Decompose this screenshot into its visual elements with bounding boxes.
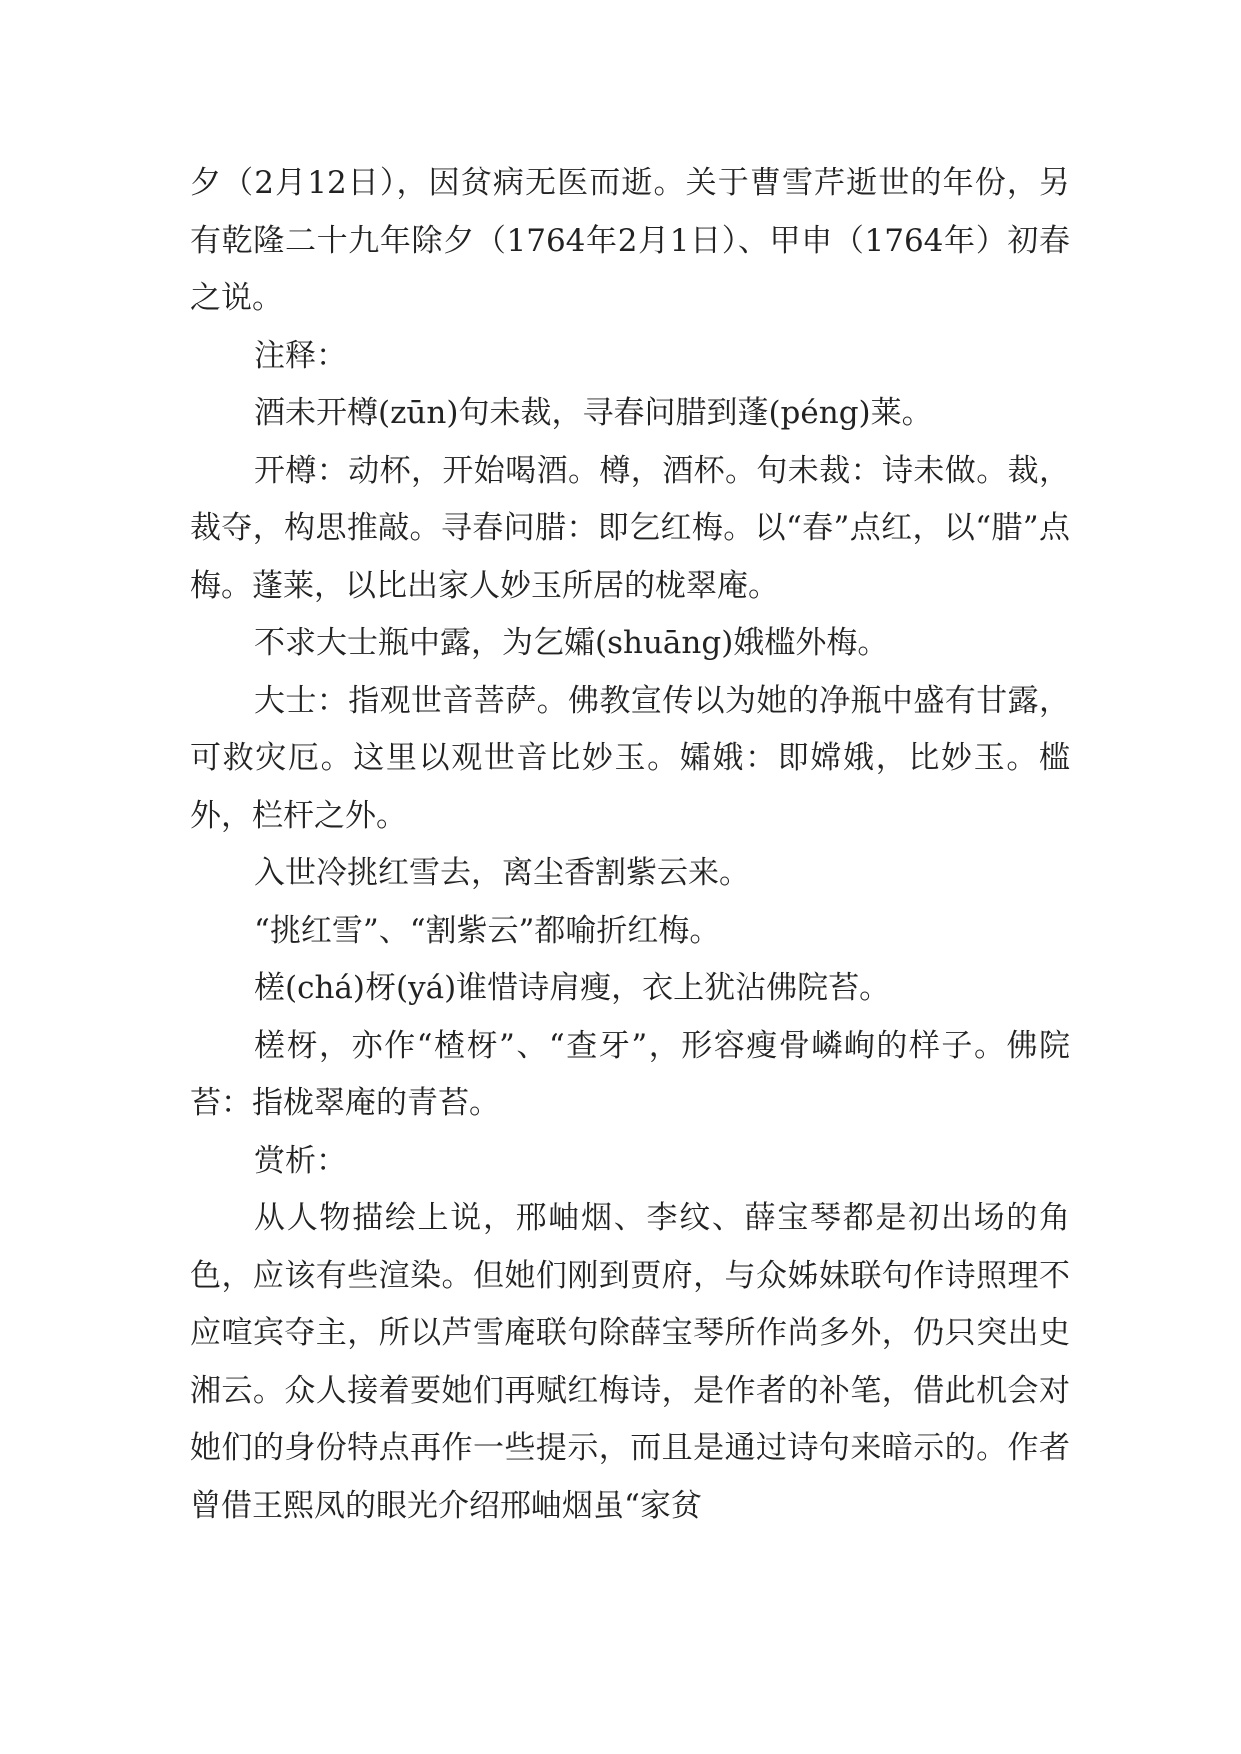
annotation-line-1: 开樽：动杯，开始喝酒。樽，酒杯。句未裁：诗未做。裁，裁夺，构思推敲。寻春问腊：即乞红梅。以“春”点红，以“腊”点梅。蓬莱，以比出家人妙玉所居的栊翠庵。 — [190, 452, 1070, 604]
poem-line-2: 不求大士瓶中露，为乞孀(shuāng)娥槛外梅。 — [254, 625, 889, 661]
annotation-line-3: “挑红雪”、“割紫云”都喻折红梅。 — [254, 912, 721, 949]
poem-line-1: 酒未开樽(zūn)句未裁，寻春问腊到蓬(péng)莱。 — [254, 395, 933, 431]
poem-line-4: 槎(chá)枒(yá)谁惜诗肩瘦，衣上犹沾佛院苔。 — [254, 970, 891, 1006]
paragraph-death-date: 夕（2月12日），因贫病无医而逝。关于曹雪芹逝世的年份，另有乾隆二十九年除夕（1764年2月1日）、甲申（1764年）初春之说。 — [190, 165, 1070, 316]
heading-appreciation: 赏析： — [254, 1142, 347, 1179]
annotation-line-4: 槎枒，亦作“楂枒”、“查牙”，形容瘦骨嶙峋的样子。佛院苔：指栊翠庵的青苔。 — [190, 1027, 1070, 1121]
heading-annotations: 注释： — [254, 337, 347, 374]
annotation-line-2: 大士：指观世音菩萨。佛教宣传以为她的净瓶中盛有甘露，可救灾厄。这里以观世音比妙玉。孀娥：即嫦娥，比妙玉。槛外，栏杆之外。 — [190, 682, 1070, 834]
poem-line-3: 入世冷挑红雪去，离尘香割紫云来。 — [254, 855, 750, 891]
document-body — [190, 155, 1070, 1535]
appreciation-paragraph: 从人物描绘上说，邢岫烟、李纹、薛宝琴都是初出场的角色，应该有些渲染。但她们刚到贾府，与众姊妹联句作诗照理不应喧宾夺主，所以芦雪庵联句除薛宝琴所作尚多外，仍只突出史湘云。众人接着要她们再赋红梅诗，是作者的补笔，借此机会对她们的身份特点再作一些提示，而且是通过诗句来暗示的。作者曾借王熙凤的眼光介绍邢岫烟虽“家贫 — [190, 1200, 1070, 1524]
